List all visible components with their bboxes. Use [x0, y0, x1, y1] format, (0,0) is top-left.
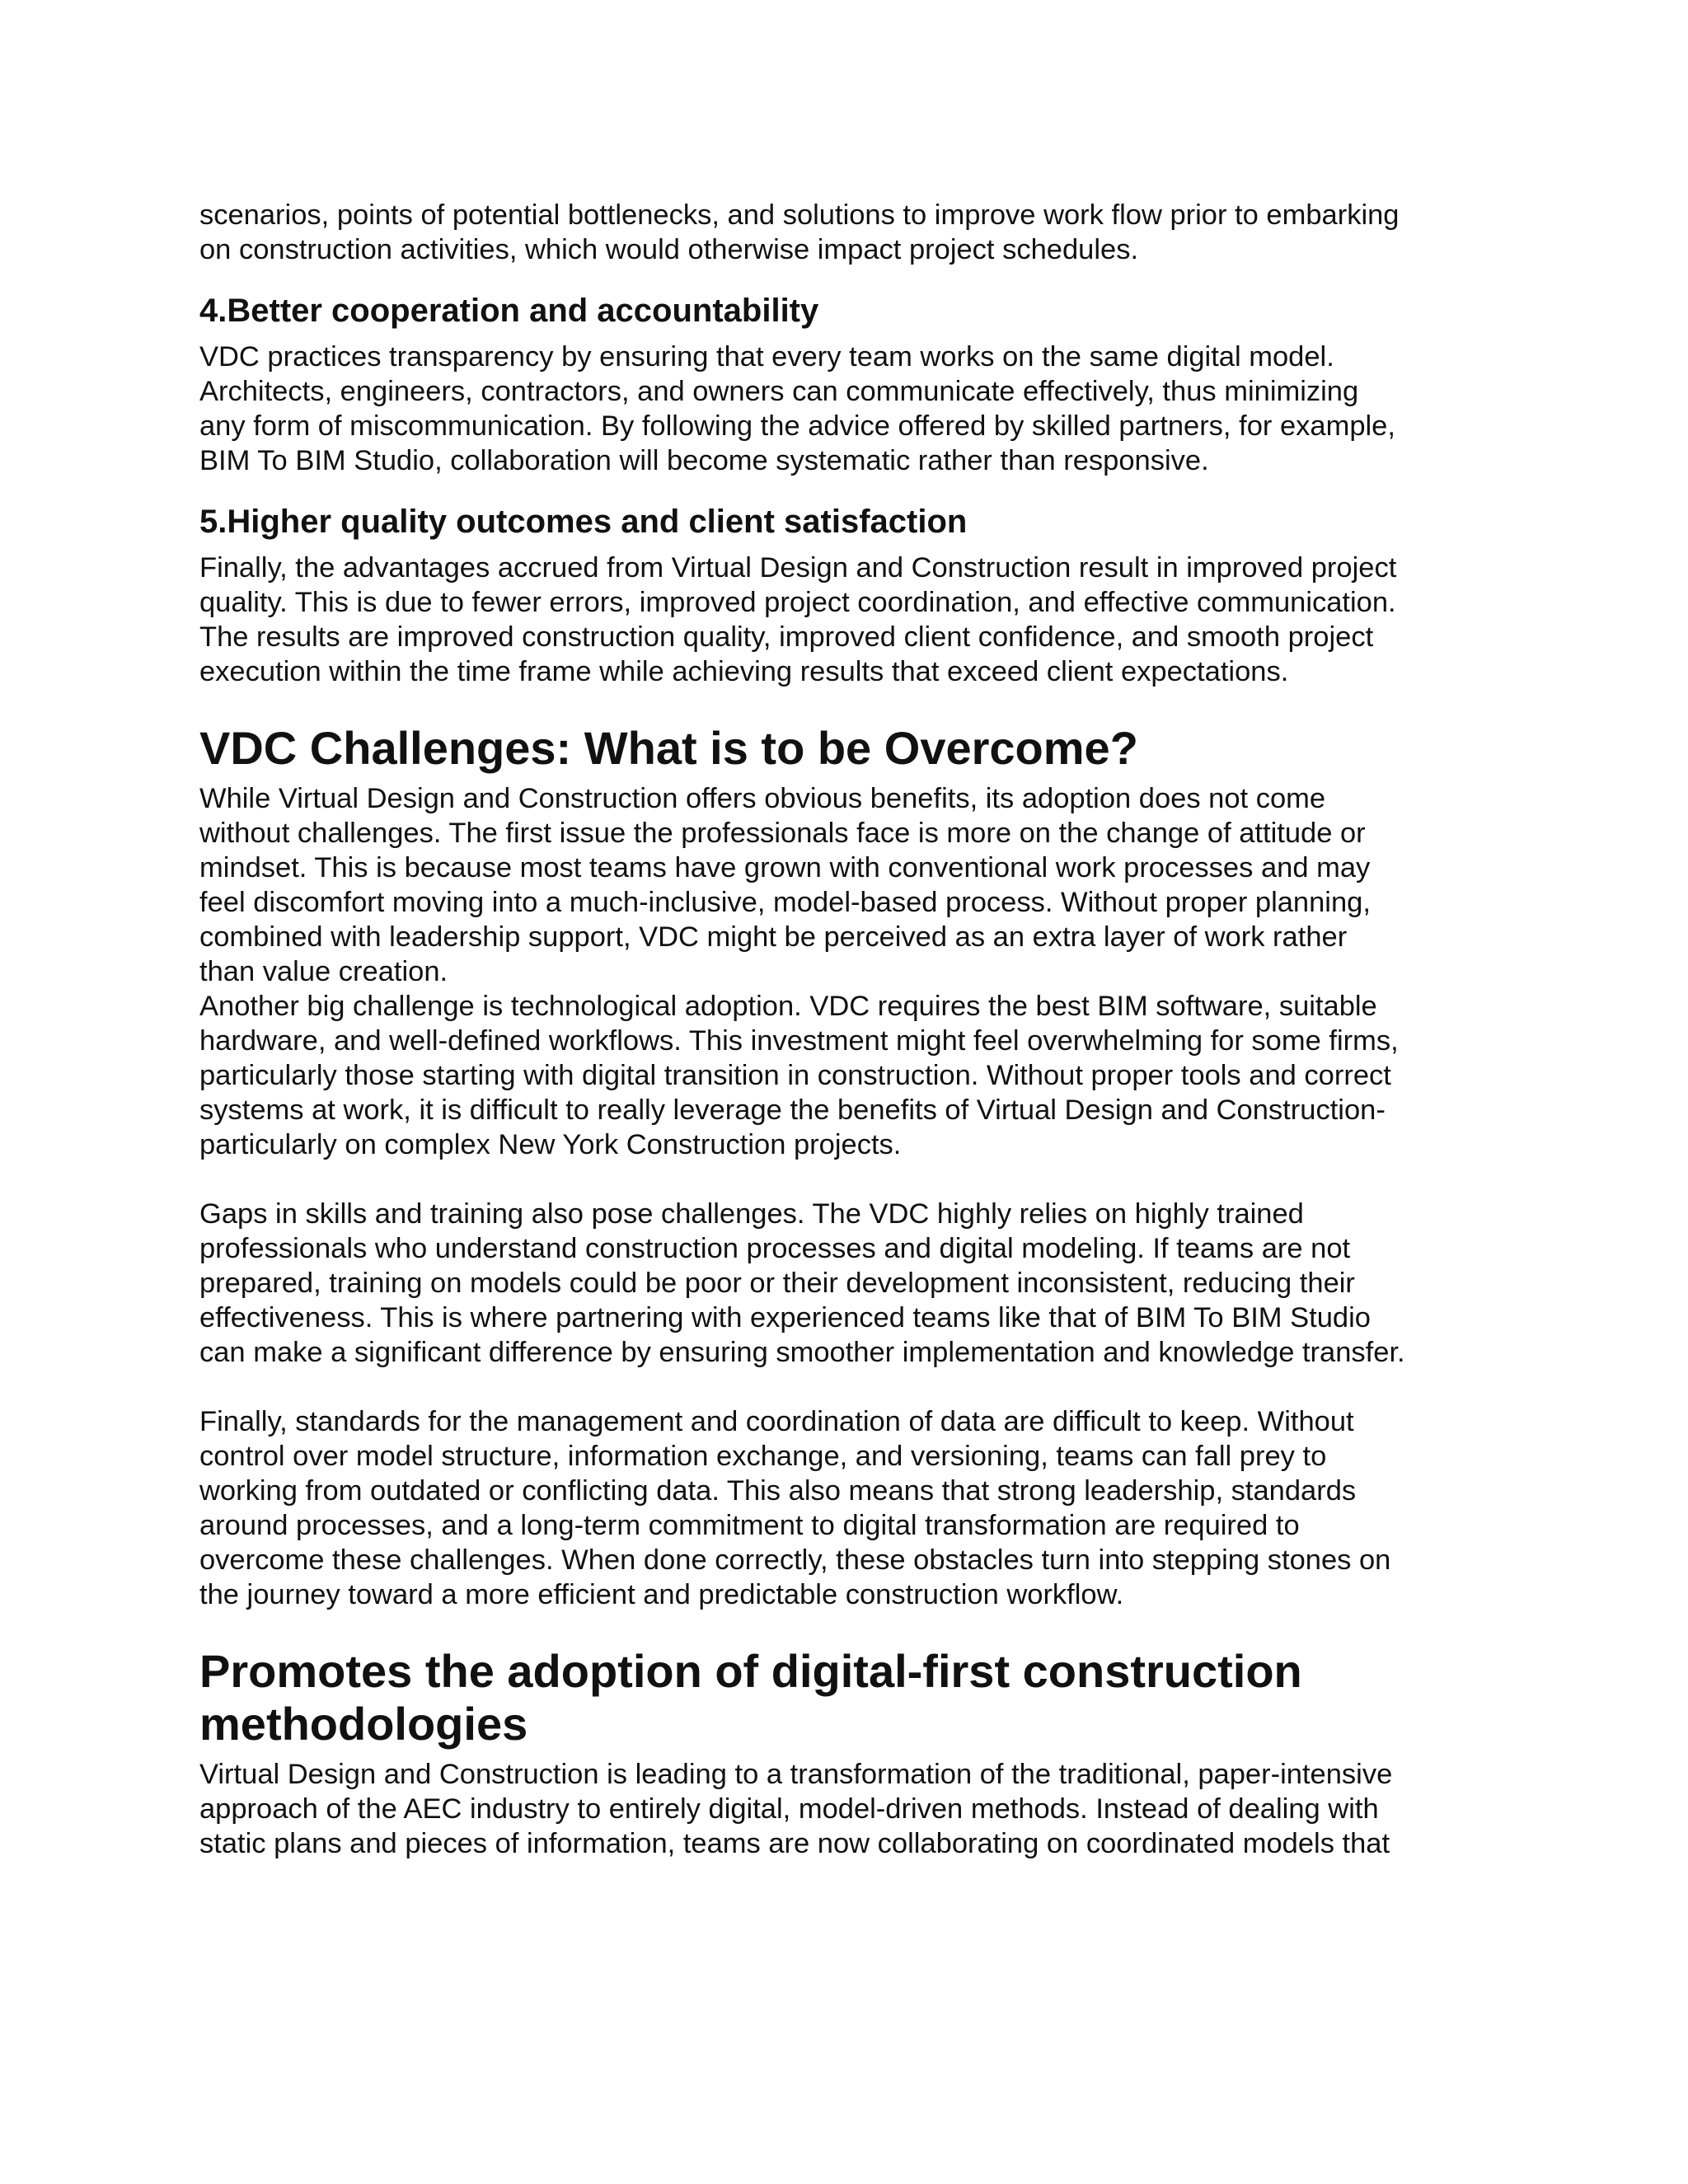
text-line: than value creation. [199, 956, 448, 987]
text-line: Architects, engineers, contractors, and owners can communicate effectively, thus minimizing [199, 376, 1359, 407]
text-line: hardware, and well-defined workflows. This investment might feel overwhelming for some firms, [199, 1025, 1399, 1057]
text-line: overcome these challenges. When done correctly, these obstacles turn into stepping stones on [199, 1544, 1391, 1576]
text-line: Finally, standards for the management and coordination of data are difficult to keep. Without [199, 1406, 1354, 1437]
text-line: Finally, the advantages accrued from Virtual Design and Construction result in improved project [199, 552, 1397, 583]
text-line: particularly those starting with digital transition in construction. Without proper tools and correct [199, 1060, 1391, 1091]
section-5-paragraph [199, 551, 1502, 689]
text-line: scenarios, points of potential bottlenecks, and solutions to improve work flow prior to embarking [199, 199, 1400, 231]
text-line: particularly on complex New York Construction projects. [199, 1129, 902, 1160]
text-line: quality. This is due to fewer errors, improved project coordination, and effective communication. [199, 587, 1396, 618]
text-line: While Virtual Design and Construction offers obvious benefits, its adoption does not come [199, 783, 1326, 814]
text-line: static plans and pieces of information, teams are now collaborating on coordinated models that [199, 1828, 1390, 1859]
text-line: effectiveness. This is where partnering with experienced teams like that of BIM To BIM Studio [199, 1302, 1371, 1333]
text-line: Virtual Design and Construction is leading to a transformation of the traditional, paper-intensive [199, 1759, 1393, 1790]
document-page [199, 198, 1502, 1861]
text-line: control over model structure, information exchange, and versioning, teams can fall prey to [199, 1441, 1327, 1472]
challenges-paragraph-1 [199, 781, 1502, 1162]
section-heading-4: 4.Better cooperation and accountability [199, 293, 819, 329]
text-line: systems at work, it is difficult to really leverage the benefits of Virtual Design and Construction- [199, 1094, 1386, 1126]
text-line: Another big challenge is technological adoption. VDC requires the best BIM software, suitable [199, 991, 1377, 1022]
text-line: any form of miscommunication. By following the advice offered by skilled partners, for example, [199, 410, 1395, 442]
text-line: on construction activities, which would otherwise impact project schedules. [199, 234, 1139, 265]
text-line: mindset. This is because most teams have grown with conventional work processes and may [199, 852, 1371, 883]
text-line: the journey toward a more efficient and predictable construction workflow. [199, 1579, 1124, 1610]
challenges-paragraph-2 [199, 1197, 1502, 1370]
promotes-heading [199, 1645, 1502, 1750]
text-line: Gaps in skills and training also pose challenges. The VDC highly relies on highly trained [199, 1198, 1304, 1230]
text-line: without challenges. The first issue the professionals face is more on the change of attitude or [199, 818, 1366, 849]
section-heading-5: 5.Higher quality outcomes and client satisfaction [199, 504, 968, 540]
text-line: feel discomfort moving into a much-inclusive, model-based process. Without proper planning, [199, 887, 1371, 918]
text-line: execution within the time frame while achieving results that exceed client expectations. [199, 656, 1289, 687]
text-line: VDC practices transparency by ensuring that every team works on the same digital model. [199, 341, 1334, 373]
challenges-paragraph-3 [199, 1404, 1502, 1612]
section-4-paragraph [199, 340, 1502, 478]
promotes-paragraph [199, 1757, 1502, 1861]
text-line: professionals who understand construction processes and digital modeling. If teams are not [199, 1233, 1351, 1264]
heading-line: methodologies [199, 1698, 528, 1750]
heading-line: Promotes the adoption of digital-first construction [199, 1645, 1302, 1697]
text-line: can make a significant difference by ensuring smoother implementation and knowledge transfer. [199, 1337, 1405, 1368]
text-line: working from outdated or conflicting data. This also means that strong leadership, standards [199, 1475, 1357, 1507]
text-line: The results are improved construction quality, improved client confidence, and smooth project [199, 621, 1374, 653]
challenges-heading: VDC Challenges: What is to be Overcome? [199, 722, 1138, 774]
text-line: BIM To BIM Studio, collaboration will become systematic rather than responsive. [199, 445, 1209, 476]
text-line: prepared, training on models could be poor or their development inconsistent, reducing their [199, 1268, 1355, 1299]
text-line: combined with leadership support, VDC might be perceived as an extra layer of work rather [199, 921, 1348, 953]
text-line: approach of the AEC industry to entirely digital, model-driven methods. Instead of dealing with [199, 1793, 1379, 1825]
intro-paragraph [199, 198, 1502, 267]
text-line: around processes, and a long-term commitment to digital transformation are required to [199, 1510, 1300, 1541]
